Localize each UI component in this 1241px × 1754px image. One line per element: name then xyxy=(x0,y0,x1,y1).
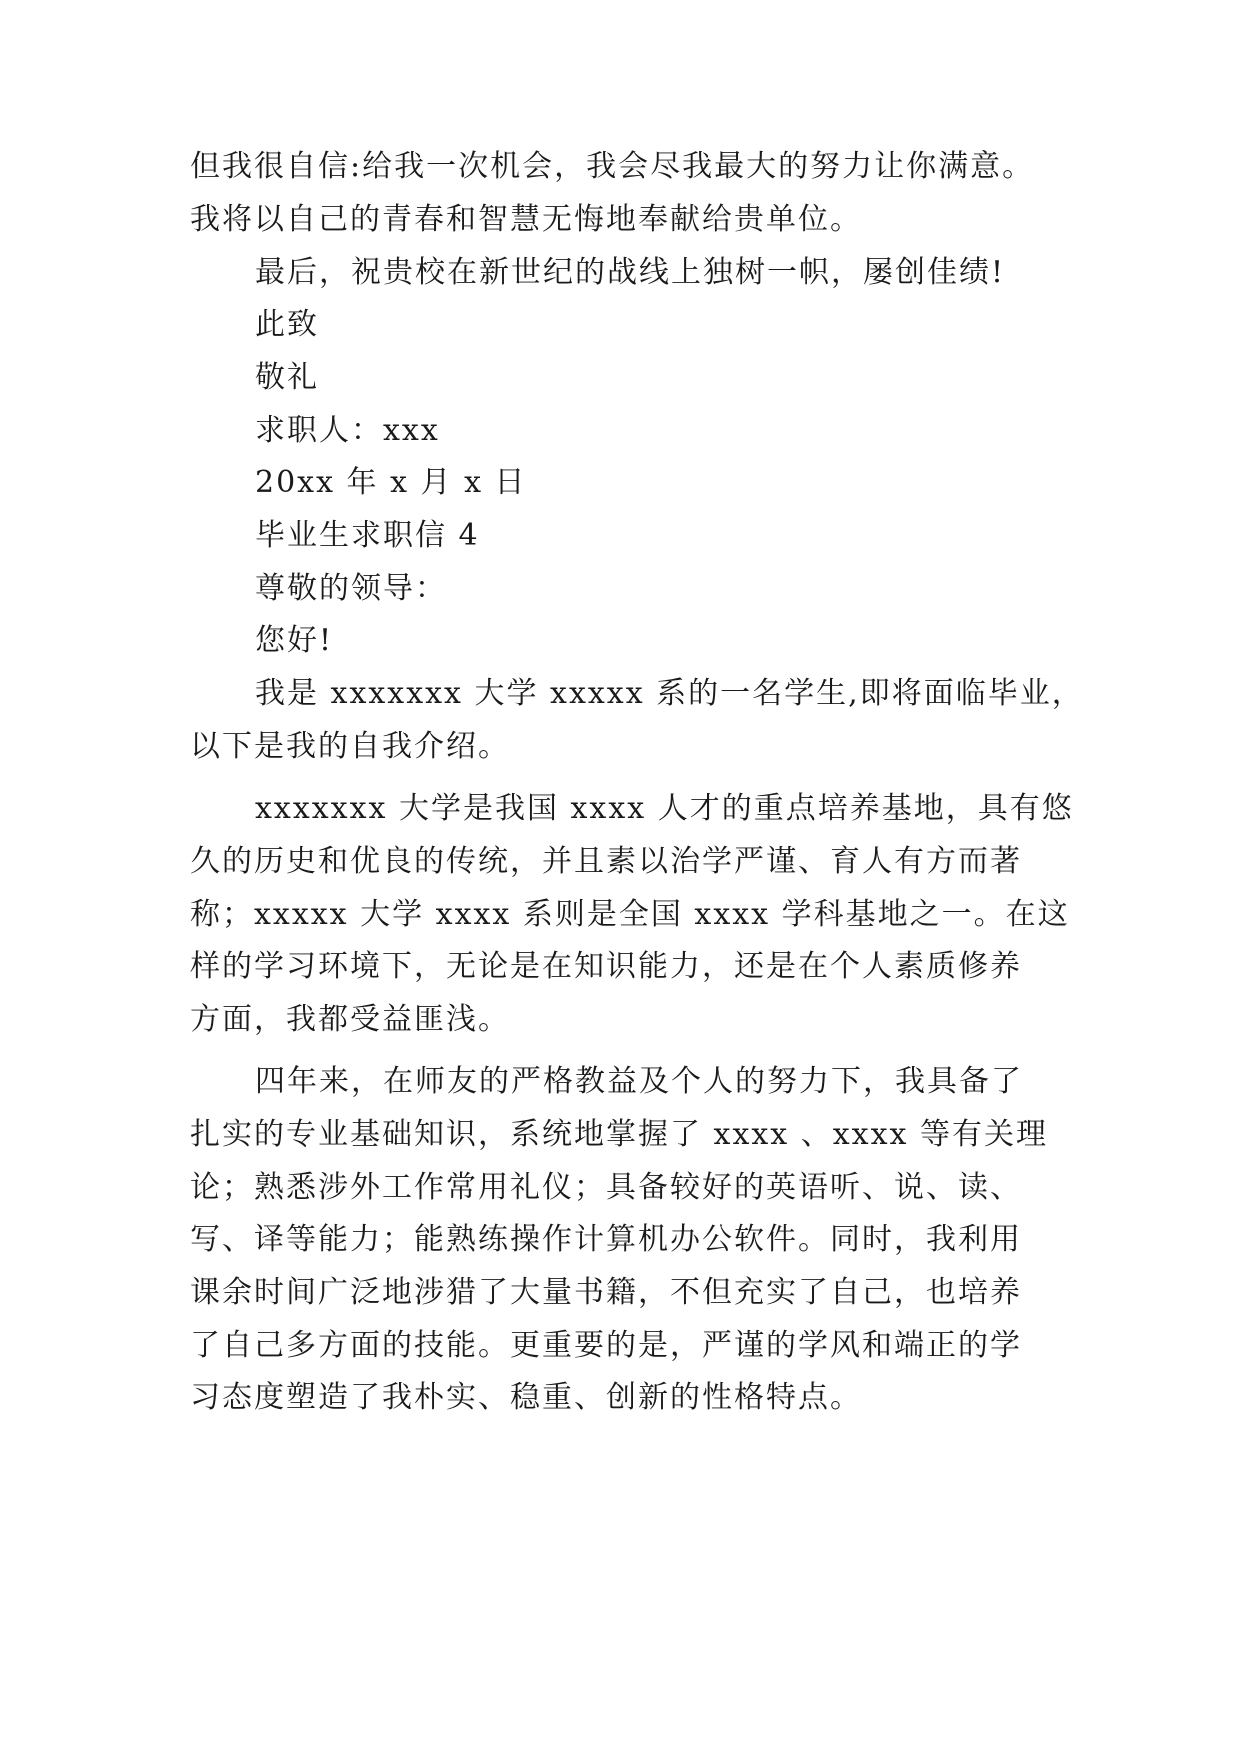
text-line: 扎实的专业基础知识，系统地掌握了 xxxx 、xxxx 等有关理 xyxy=(190,1117,1048,1152)
signature-line: 求职人：xxx xyxy=(255,413,440,448)
text-line: 样的学习环境下，无论是在知识能力，还是在个人素质修养 xyxy=(190,949,1022,984)
text-line: 写、译等能力；能熟练操作计算机办公软件。同时，我利用 xyxy=(190,1222,1022,1257)
text-line: 了自己多方面的技能。更重要的是，严谨的学风和端正的学 xyxy=(190,1328,1022,1363)
closing-salutation: 此致 xyxy=(255,307,319,342)
text-line: 论；熟悉涉外工作常用礼仪；具备较好的英语听、说、读、 xyxy=(190,1170,1022,1205)
text-line: 习态度塑造了我朴实、稳重、创新的性格特点。 xyxy=(190,1380,862,1415)
section-heading: 毕业生求职信 4 xyxy=(255,518,480,553)
closing-salutation: 敬礼 xyxy=(255,360,319,395)
greeting-line: 尊敬的领导： xyxy=(255,571,447,606)
text-line: 方面，我都受益匪浅。 xyxy=(190,1002,510,1037)
text-line: 久的历史和优良的传统，并且素以治学严谨、育人有方而著 xyxy=(190,844,1022,879)
text-line: 称；xxxxx 大学 xxxx 系则是全国 xxxx 学科基地之一。在这 xyxy=(190,897,1070,932)
date-line: 20xx 年 x 月 x 日 xyxy=(255,465,527,500)
text-line: 我是 xxxxxxx 大学 xxxxx 系的一名学生,即将面临毕业， xyxy=(255,676,1084,711)
text-line: 以下是我的自我介绍。 xyxy=(190,729,510,764)
text-line: 课余时间广泛地涉猎了大量书籍，不但充实了自己，也培养 xyxy=(190,1275,1022,1310)
text-line: 最后，祝贵校在新世纪的战线上独树一帜，屡创佳绩! xyxy=(255,255,1006,290)
text-line: 但我很自信:给我一次机会，我会尽我最大的努力让你满意。 xyxy=(190,149,1035,184)
text-line: 我将以自己的青春和智慧无悔地奉献给贵单位。 xyxy=(190,202,862,237)
greeting-line: 您好! xyxy=(255,623,334,658)
text-line: xxxxxxx 大学是我国 xxxx 人才的重点培养基地，具有悠 xyxy=(255,791,1074,826)
text-line: 四年来，在师友的严格教益及个人的努力下，我具备了 xyxy=(255,1064,1023,1099)
